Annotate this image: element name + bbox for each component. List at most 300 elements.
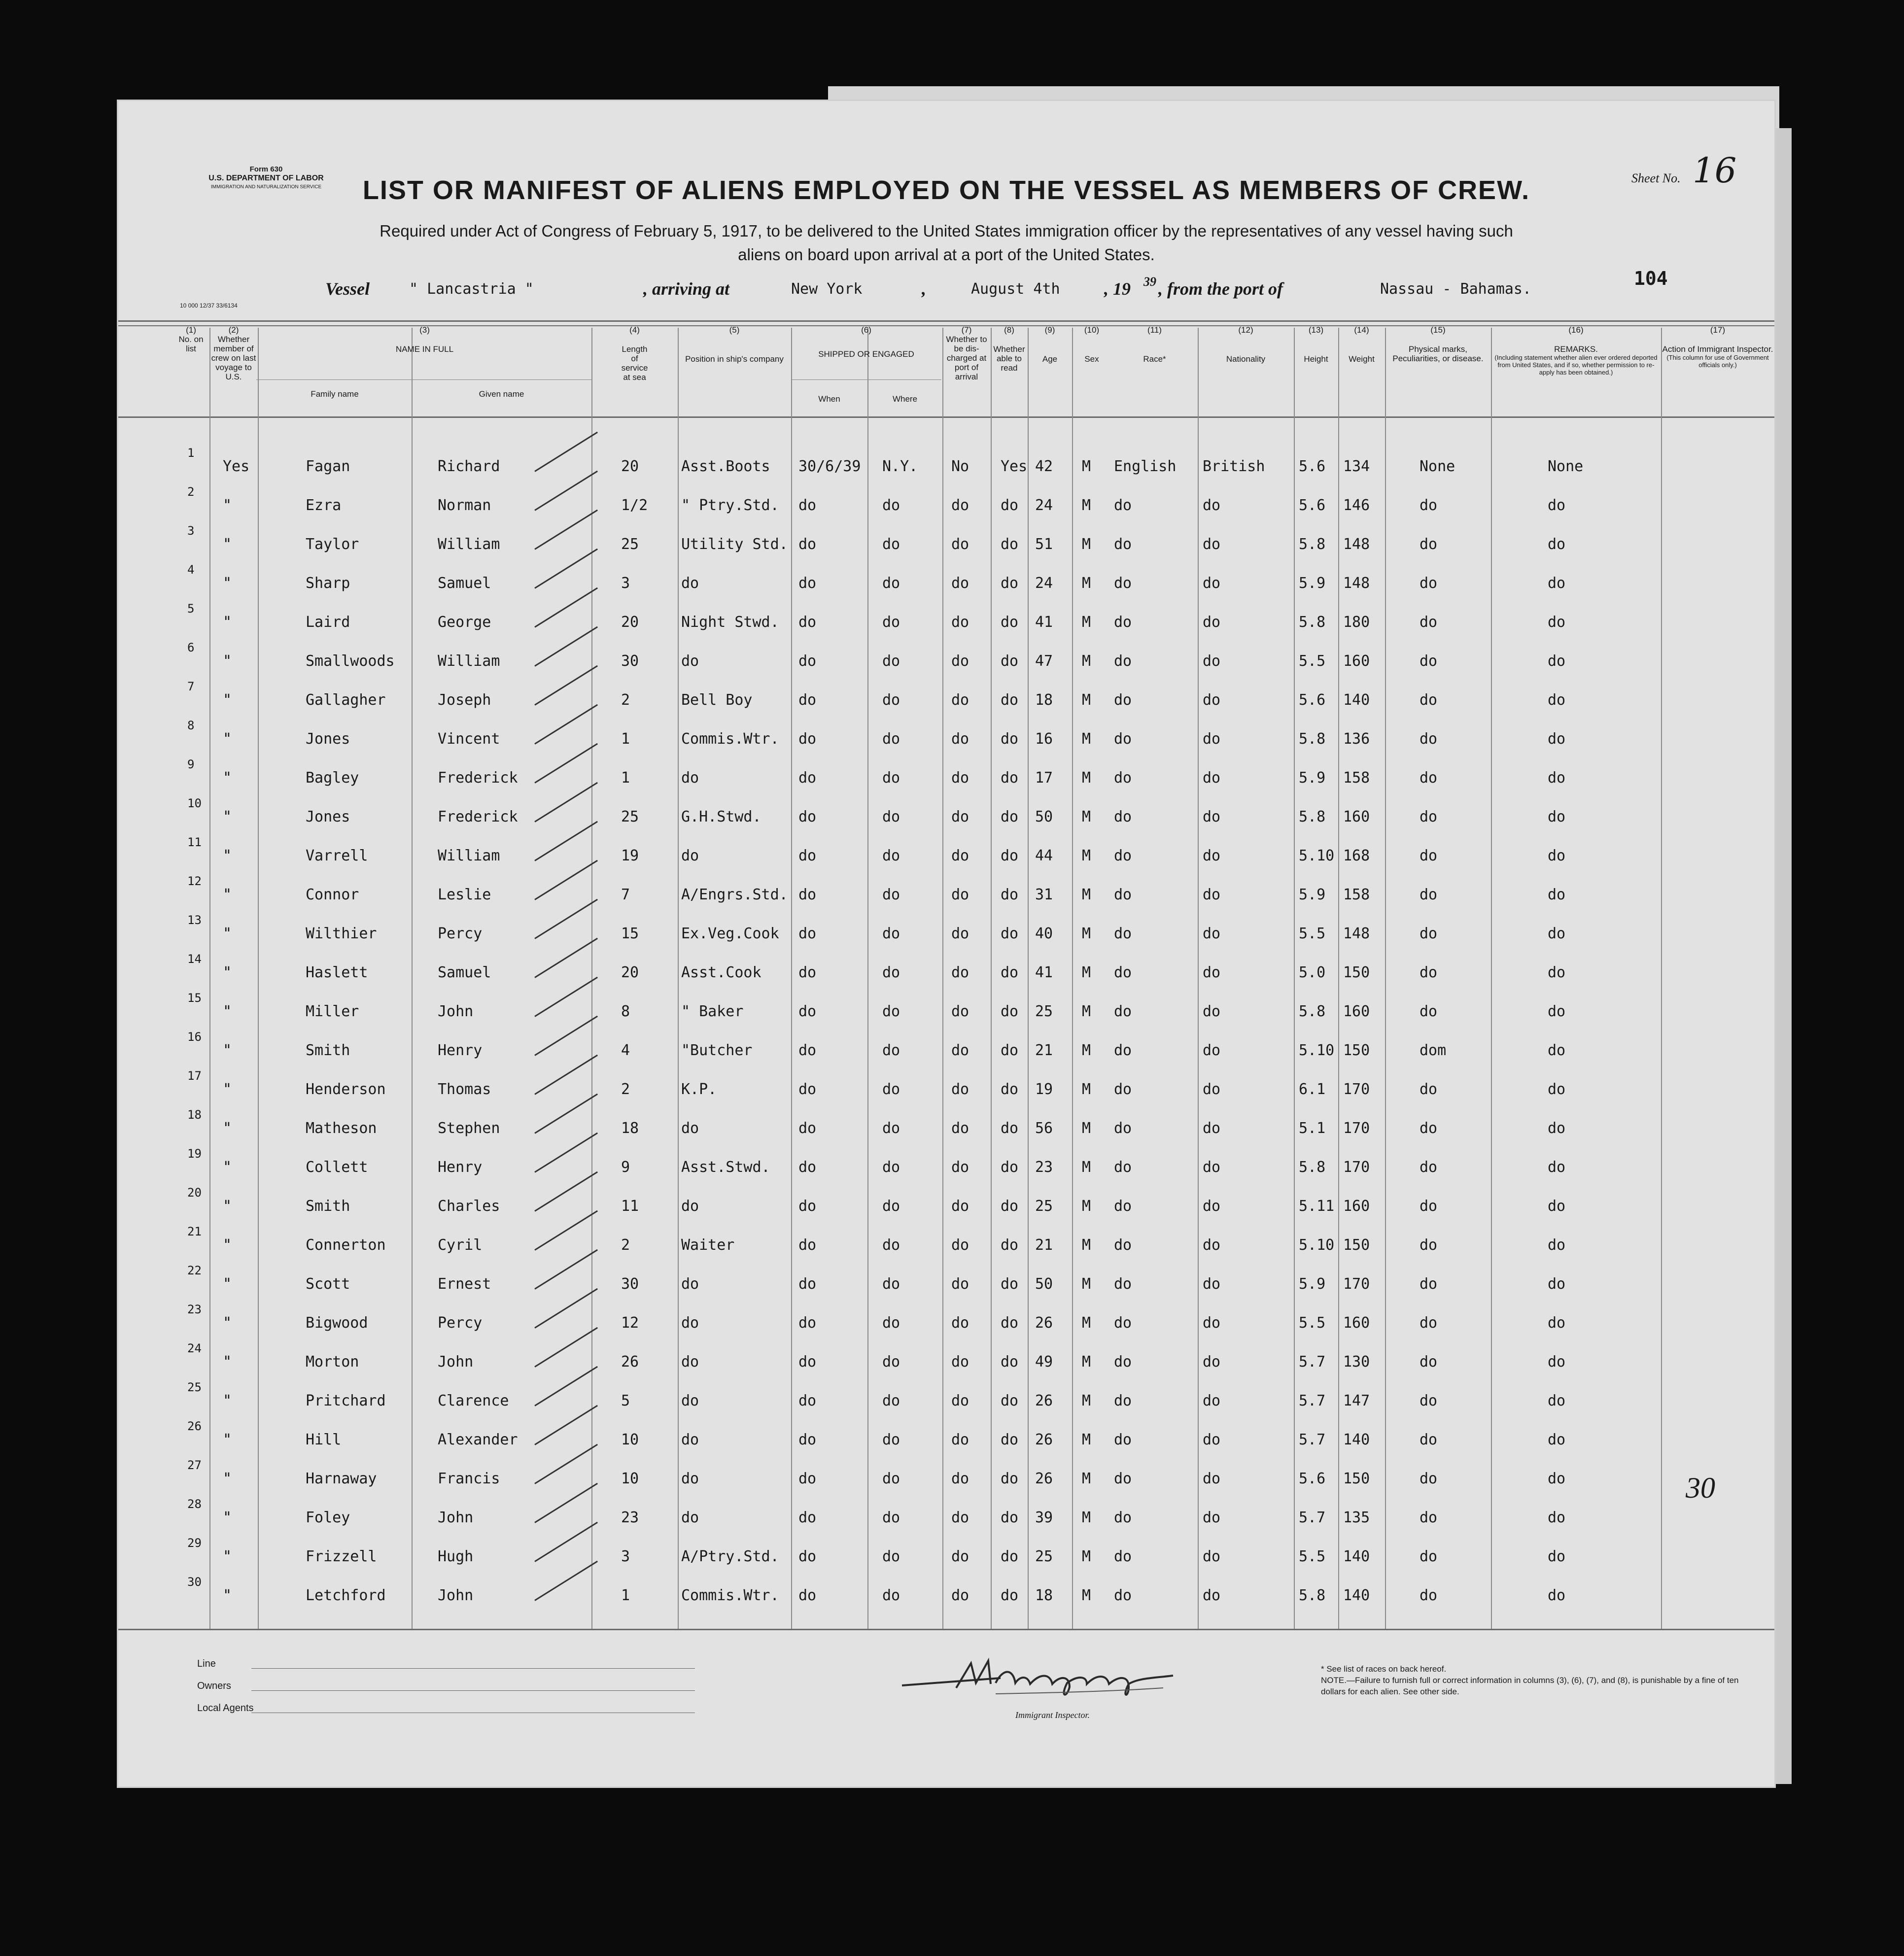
shipped-when-cell: do bbox=[798, 1392, 817, 1409]
physical-marks-cell: do bbox=[1419, 1470, 1438, 1487]
age-cell: 47 bbox=[1035, 652, 1053, 670]
weight-cell: 160 bbox=[1343, 808, 1370, 825]
able-to-read-cell: do bbox=[1001, 1120, 1019, 1137]
position-cell: do bbox=[681, 1275, 699, 1293]
remarks-cell: do bbox=[1548, 847, 1566, 864]
shipped-where-cell: do bbox=[882, 614, 900, 631]
age-cell: 19 bbox=[1035, 1081, 1053, 1098]
to-be-discharged-cell: do bbox=[951, 1431, 969, 1448]
previous-voyage-cell: " bbox=[223, 652, 232, 670]
position-cell: Commis.Wtr. bbox=[681, 1587, 779, 1604]
row-number-cell: 20 bbox=[187, 1186, 202, 1200]
sheet-number-label: Sheet No. bbox=[1631, 171, 1681, 185]
to-be-discharged-cell: do bbox=[951, 886, 969, 903]
height-cell: 5.8 bbox=[1299, 808, 1326, 825]
table-row bbox=[118, 1458, 1774, 1495]
height-cell: 5.6 bbox=[1299, 497, 1326, 514]
shipped-when-cell: do bbox=[798, 652, 817, 670]
table-bottom-rule bbox=[118, 1629, 1774, 1630]
able-to-read-cell: do bbox=[1001, 497, 1019, 514]
table-row bbox=[118, 641, 1774, 677]
row-number-cell: 30 bbox=[187, 1575, 202, 1589]
previous-voyage-cell: Yes bbox=[223, 458, 250, 475]
family-name-cell: Wilthier bbox=[306, 925, 377, 942]
shipped-where-cell: do bbox=[882, 1509, 900, 1526]
weight-cell: 150 bbox=[1343, 1470, 1370, 1487]
shipped-where-cell: do bbox=[882, 575, 900, 592]
race-cell: do bbox=[1114, 769, 1132, 787]
able-to-read-cell: do bbox=[1001, 847, 1019, 864]
length-of-service-cell: 12 bbox=[621, 1314, 639, 1332]
form-number: Form 630 bbox=[249, 165, 283, 173]
row-number-cell: 9 bbox=[187, 757, 195, 771]
shipped-when-cell: do bbox=[798, 575, 817, 592]
previous-voyage-cell: " bbox=[223, 1314, 232, 1332]
weight-cell: 136 bbox=[1343, 730, 1370, 748]
length-of-service-cell: 19 bbox=[621, 847, 639, 864]
page-title: LIST OR MANIFEST OF ALIENS EMPLOYED ON THE VESSEL AS MEMBERS OF CREW. bbox=[362, 175, 1530, 205]
row-number-cell: 2 bbox=[187, 485, 195, 499]
to-be-discharged-cell: do bbox=[951, 1470, 969, 1487]
race-cell: do bbox=[1114, 614, 1132, 631]
row-number-cell: 29 bbox=[187, 1536, 202, 1550]
subtitle-line-2: aliens on board upon arrival at a port of the United States. bbox=[738, 245, 1155, 264]
sex-cell: M bbox=[1082, 1392, 1091, 1409]
remarks-cell: do bbox=[1548, 1198, 1566, 1215]
race-cell: do bbox=[1114, 1392, 1132, 1409]
physical-marks-cell: dom bbox=[1419, 1042, 1447, 1059]
able-to-read-cell: do bbox=[1001, 1548, 1019, 1565]
shipped-when-cell: do bbox=[798, 614, 817, 631]
sex-cell: M bbox=[1082, 730, 1091, 748]
race-cell: do bbox=[1114, 1198, 1132, 1215]
nationality-cell: do bbox=[1203, 1003, 1221, 1020]
family-name-cell: Laird bbox=[306, 614, 350, 631]
to-be-discharged-cell: do bbox=[951, 1042, 969, 1059]
age-cell: 56 bbox=[1035, 1120, 1053, 1137]
to-be-discharged-cell: do bbox=[951, 575, 969, 592]
family-name-cell: Taylor bbox=[306, 536, 359, 553]
physical-marks-cell: do bbox=[1419, 1120, 1438, 1137]
row-number-cell: 27 bbox=[187, 1458, 202, 1472]
able-to-read-cell: do bbox=[1001, 886, 1019, 903]
given-name-cell: Percy bbox=[438, 925, 483, 942]
header-discharged: (7) Whether to be dis-charged at port of arrival bbox=[946, 325, 987, 381]
immigrant-inspector-label: Immigrant Inspector. bbox=[1015, 1710, 1090, 1720]
sex-cell: M bbox=[1082, 1587, 1091, 1604]
height-cell: 5.9 bbox=[1299, 1275, 1326, 1293]
nationality-cell: do bbox=[1203, 1470, 1221, 1487]
sex-cell: M bbox=[1082, 1159, 1091, 1176]
able-to-read-cell: do bbox=[1001, 652, 1019, 670]
given-name-cell: Cyril bbox=[438, 1236, 483, 1254]
shipped-where-cell: N.Y. bbox=[882, 458, 918, 475]
weight-cell: 147 bbox=[1343, 1392, 1370, 1409]
weight-cell: 158 bbox=[1343, 769, 1370, 787]
to-be-discharged-cell: do bbox=[951, 1236, 969, 1254]
shipped-where-cell: do bbox=[882, 691, 900, 709]
height-cell: 5.1 bbox=[1299, 1120, 1326, 1137]
length-of-service-cell: 30 bbox=[621, 652, 639, 670]
previous-voyage-cell: " bbox=[223, 536, 232, 553]
able-to-read-cell: do bbox=[1001, 536, 1019, 553]
able-to-read-cell: do bbox=[1001, 730, 1019, 748]
age-cell: 25 bbox=[1035, 1198, 1053, 1215]
shipped-when-cell: do bbox=[798, 847, 817, 864]
table-row bbox=[118, 524, 1774, 560]
manifest-sheet bbox=[118, 101, 1774, 1786]
length-of-service-cell: 26 bbox=[621, 1353, 639, 1371]
table-row bbox=[118, 602, 1774, 638]
race-cell: do bbox=[1114, 886, 1132, 903]
position-cell: G.H.Stwd. bbox=[681, 808, 762, 825]
physical-marks-cell: do bbox=[1419, 1159, 1438, 1176]
shipped-where-cell: do bbox=[882, 1314, 900, 1332]
previous-voyage-cell: " bbox=[223, 847, 232, 864]
weight-cell: 135 bbox=[1343, 1509, 1370, 1526]
physical-marks-cell: do bbox=[1419, 808, 1438, 825]
nationality-cell: do bbox=[1203, 925, 1221, 942]
position-cell: " Baker bbox=[681, 1003, 744, 1020]
nationality-cell: do bbox=[1203, 575, 1221, 592]
height-cell: 6.1 bbox=[1299, 1081, 1326, 1098]
vessel-line: Vessel " Lancastria " , arriving at New York , August 4th , 19 39 , from the port of Nassau - Bahamas. 104 bbox=[325, 268, 1668, 299]
sex-cell: M bbox=[1082, 925, 1091, 942]
sex-cell: M bbox=[1082, 1042, 1091, 1059]
family-name-cell: Bigwood bbox=[306, 1314, 368, 1332]
age-cell: 26 bbox=[1035, 1392, 1053, 1409]
nationality-cell: do bbox=[1203, 614, 1221, 631]
table-row bbox=[118, 1225, 1774, 1261]
position-cell: do bbox=[681, 652, 699, 670]
shipped-when-cell: do bbox=[798, 1509, 817, 1526]
footer-note bbox=[1321, 1663, 1745, 1697]
to-be-discharged-cell: do bbox=[951, 730, 969, 748]
previous-voyage-cell: " bbox=[223, 1236, 232, 1254]
physical-marks-cell: do bbox=[1419, 536, 1438, 553]
shipped-when-cell: do bbox=[798, 1120, 817, 1137]
remarks-cell: do bbox=[1548, 614, 1566, 631]
previous-voyage-cell: " bbox=[223, 1198, 232, 1215]
able-to-read-cell: do bbox=[1001, 575, 1019, 592]
shipped-where-cell: do bbox=[882, 886, 900, 903]
race-cell: do bbox=[1114, 1236, 1132, 1254]
shipped-when-cell: do bbox=[798, 1198, 817, 1215]
family-name-cell: Harnaway bbox=[306, 1470, 377, 1487]
sex-cell: M bbox=[1082, 769, 1091, 787]
table-row bbox=[118, 991, 1774, 1028]
age-cell: 16 bbox=[1035, 730, 1053, 748]
weight-cell: 160 bbox=[1343, 1003, 1370, 1020]
shipped-when-cell: do bbox=[798, 886, 817, 903]
row-number-cell: 10 bbox=[187, 796, 202, 810]
weight-cell: 150 bbox=[1343, 1042, 1370, 1059]
previous-voyage-cell: " bbox=[223, 575, 232, 592]
header-action-inspector: (17) Action of Immigrant Inspector. (This column for use of Government officials only.) bbox=[1662, 325, 1773, 369]
nationality-cell: do bbox=[1203, 497, 1221, 514]
able-to-read-cell: do bbox=[1001, 614, 1019, 631]
given-name-cell: Percy bbox=[438, 1314, 483, 1332]
sex-cell: M bbox=[1082, 847, 1091, 864]
row-number-cell: 6 bbox=[187, 641, 195, 654]
shipped-when-cell: do bbox=[798, 1236, 817, 1254]
previous-voyage-cell: " bbox=[223, 1003, 232, 1020]
position-cell: K.P. bbox=[681, 1081, 717, 1098]
shipped-where-cell: do bbox=[882, 1470, 900, 1487]
height-cell: 5.8 bbox=[1299, 536, 1326, 553]
row-number-cell: 11 bbox=[187, 835, 202, 849]
physical-marks-cell: do bbox=[1419, 769, 1438, 787]
shipped-where-cell: do bbox=[882, 1236, 900, 1254]
shipped-where-cell: do bbox=[882, 808, 900, 825]
owners-rule bbox=[251, 1690, 695, 1691]
able-to-read-cell: do bbox=[1001, 1587, 1019, 1604]
length-of-service-cell: 3 bbox=[621, 1548, 630, 1565]
table-row bbox=[118, 1536, 1774, 1573]
header-age: (9) Age bbox=[1042, 325, 1058, 364]
remarks-cell: do bbox=[1548, 808, 1566, 825]
age-cell: 24 bbox=[1035, 497, 1053, 514]
height-cell: 5.8 bbox=[1299, 614, 1326, 631]
length-of-service-cell: 10 bbox=[621, 1470, 639, 1487]
shipped-where-cell: do bbox=[882, 652, 900, 670]
race-cell: do bbox=[1114, 1431, 1132, 1448]
nationality-cell: British bbox=[1203, 458, 1265, 475]
table-row bbox=[118, 1030, 1774, 1066]
position-cell: Asst.Cook bbox=[681, 964, 762, 981]
family-name-cell: Scott bbox=[306, 1275, 350, 1293]
shipped-when-cell: do bbox=[798, 536, 817, 553]
weight-cell: 168 bbox=[1343, 847, 1370, 864]
race-cell: do bbox=[1114, 652, 1132, 670]
height-cell: 5.0 bbox=[1299, 964, 1326, 981]
length-of-service-cell: 20 bbox=[621, 458, 639, 475]
previous-voyage-cell: " bbox=[223, 614, 232, 631]
header-race: (11) Race* bbox=[1143, 325, 1166, 364]
physical-marks-cell: do bbox=[1419, 1353, 1438, 1371]
header-family-name: Family name bbox=[311, 389, 359, 399]
to-be-discharged-cell: do bbox=[951, 925, 969, 942]
table-row bbox=[118, 913, 1774, 950]
header-where: Where bbox=[892, 394, 918, 404]
sex-cell: M bbox=[1082, 497, 1091, 514]
sex-cell: M bbox=[1082, 886, 1091, 903]
table-row bbox=[118, 952, 1774, 989]
nationality-cell: do bbox=[1203, 1587, 1221, 1604]
physical-marks-cell: do bbox=[1419, 1314, 1438, 1332]
previous-voyage-cell: " bbox=[223, 1159, 232, 1176]
position-cell: Night Stwd. bbox=[681, 614, 779, 631]
position-cell: Ex.Veg.Cook bbox=[681, 925, 779, 942]
table-row bbox=[118, 1380, 1774, 1417]
family-name-cell: Miller bbox=[306, 1003, 359, 1020]
given-name-cell: Thomas bbox=[438, 1081, 491, 1098]
age-cell: 26 bbox=[1035, 1470, 1053, 1487]
previous-voyage-cell: " bbox=[223, 1431, 232, 1448]
remarks-cell: do bbox=[1548, 1159, 1566, 1176]
age-cell: 42 bbox=[1035, 458, 1053, 475]
to-be-discharged-cell: No bbox=[951, 458, 969, 475]
year-suffix: 39 bbox=[1143, 275, 1156, 289]
row-number-cell: 3 bbox=[187, 524, 195, 538]
age-cell: 41 bbox=[1035, 614, 1053, 631]
given-name-cell: Henry bbox=[438, 1042, 483, 1059]
age-cell: 24 bbox=[1035, 575, 1053, 592]
weight-cell: 134 bbox=[1343, 458, 1370, 475]
nationality-cell: do bbox=[1203, 1236, 1221, 1254]
position-cell: do bbox=[681, 575, 699, 592]
previous-voyage-cell: " bbox=[223, 925, 232, 942]
nationality-cell: do bbox=[1203, 1548, 1221, 1565]
weight-cell: 146 bbox=[1343, 497, 1370, 514]
weight-cell: 130 bbox=[1343, 1353, 1370, 1371]
shipped-when-cell: do bbox=[798, 730, 817, 748]
row-number-cell: 15 bbox=[187, 991, 202, 1005]
shipped-where-cell: do bbox=[882, 1081, 900, 1098]
nationality-cell: do bbox=[1203, 730, 1221, 748]
table-row bbox=[118, 719, 1774, 755]
age-cell: 50 bbox=[1035, 808, 1053, 825]
previous-voyage-cell: " bbox=[223, 886, 232, 903]
age-cell: 51 bbox=[1035, 536, 1053, 553]
table-row bbox=[118, 1147, 1774, 1183]
header-bottom-rule bbox=[118, 416, 1774, 418]
position-cell: Commis.Wtr. bbox=[681, 730, 779, 748]
height-cell: 5.7 bbox=[1299, 1509, 1326, 1526]
weight-cell: 148 bbox=[1343, 925, 1370, 942]
nationality-cell: do bbox=[1203, 847, 1221, 864]
physical-marks-cell: do bbox=[1419, 1587, 1438, 1604]
race-cell: do bbox=[1114, 1470, 1132, 1487]
shipped-when-cell: do bbox=[798, 1353, 817, 1371]
family-name-cell: Matheson bbox=[306, 1120, 377, 1137]
name-subheader-rule bbox=[256, 379, 591, 380]
table-row bbox=[118, 1303, 1774, 1339]
physical-marks-cell: do bbox=[1419, 925, 1438, 942]
shipped-where-cell: do bbox=[882, 925, 900, 942]
family-name-cell: Letchford bbox=[306, 1587, 386, 1604]
age-cell: 25 bbox=[1035, 1003, 1053, 1020]
race-cell: do bbox=[1114, 691, 1132, 709]
position-cell: Bell Boy bbox=[681, 691, 753, 709]
table-row bbox=[118, 796, 1774, 833]
position-cell: do bbox=[681, 847, 699, 864]
nationality-cell: do bbox=[1203, 536, 1221, 553]
position-cell: do bbox=[681, 769, 699, 787]
given-name-cell: Hugh bbox=[438, 1548, 474, 1565]
age-cell: 50 bbox=[1035, 1275, 1053, 1293]
handwritten-count: 30 bbox=[1686, 1472, 1715, 1504]
race-cell: do bbox=[1114, 536, 1132, 553]
header-given-name: Given name bbox=[479, 389, 524, 399]
race-cell: English bbox=[1114, 458, 1177, 475]
sex-cell: M bbox=[1082, 1275, 1091, 1293]
able-to-read-cell: do bbox=[1001, 1353, 1019, 1371]
row-number-cell: 1 bbox=[187, 446, 195, 460]
previous-voyage-cell: " bbox=[223, 1470, 232, 1487]
remarks-cell: do bbox=[1548, 886, 1566, 903]
previous-voyage-cell: " bbox=[223, 1392, 232, 1409]
remarks-cell: do bbox=[1548, 536, 1566, 553]
family-name-cell: Pritchard bbox=[306, 1392, 386, 1409]
header-remarks: (16) REMARKS. (Including statement whether alien ever ordered deported from United States, and if so, whether permission to re-apply has been obtained.) bbox=[1494, 325, 1658, 376]
shipped-when-cell: do bbox=[798, 808, 817, 825]
height-cell: 5.5 bbox=[1299, 652, 1326, 670]
remarks-cell: do bbox=[1548, 1042, 1566, 1059]
service-name: IMMIGRATION AND NATURALIZATION SERVICE bbox=[210, 184, 322, 190]
position-cell: Asst.Boots bbox=[681, 458, 770, 475]
length-of-service-cell: 4 bbox=[621, 1042, 630, 1059]
length-of-service-cell: 20 bbox=[621, 964, 639, 981]
local-agents-label: Local Agents bbox=[197, 1703, 254, 1714]
vessel-label: Vessel bbox=[325, 279, 370, 299]
length-of-service-cell: 1 bbox=[621, 730, 630, 748]
year-prefix: , 19 bbox=[1104, 279, 1131, 299]
to-be-discharged-cell: do bbox=[951, 964, 969, 981]
physical-marks-cell: do bbox=[1419, 1392, 1438, 1409]
to-be-discharged-cell: do bbox=[951, 1392, 969, 1409]
shipped-where-cell: do bbox=[882, 964, 900, 981]
sex-cell: M bbox=[1082, 1548, 1091, 1565]
height-cell: 5.5 bbox=[1299, 1548, 1326, 1565]
remarks-cell: do bbox=[1548, 1120, 1566, 1137]
given-name-cell: Ernest bbox=[438, 1275, 491, 1293]
arrival-date: August 4th bbox=[971, 280, 1060, 298]
table-row bbox=[118, 757, 1774, 794]
physical-marks-cell: do bbox=[1419, 1003, 1438, 1020]
given-name-cell: Leslie bbox=[438, 886, 491, 903]
sex-cell: M bbox=[1082, 536, 1091, 553]
given-name-cell: Alexander bbox=[438, 1431, 518, 1448]
sex-cell: M bbox=[1082, 1509, 1091, 1526]
able-to-read-cell: do bbox=[1001, 1003, 1019, 1020]
line-rule bbox=[251, 1668, 695, 1669]
nationality-cell: do bbox=[1203, 1120, 1221, 1137]
age-cell: 23 bbox=[1035, 1159, 1053, 1176]
weight-cell: 158 bbox=[1343, 886, 1370, 903]
shipped-when-cell: do bbox=[798, 1431, 817, 1448]
race-cell: do bbox=[1114, 847, 1132, 864]
physical-marks-cell: do bbox=[1419, 886, 1438, 903]
length-of-service-cell: 25 bbox=[621, 536, 639, 553]
position-cell: A/Ptry.Std. bbox=[681, 1548, 779, 1565]
able-to-read-cell: do bbox=[1001, 1470, 1019, 1487]
family-name-cell: Collett bbox=[306, 1159, 368, 1176]
remarks-cell: do bbox=[1548, 1314, 1566, 1332]
length-of-service-cell: 1 bbox=[621, 769, 630, 787]
sex-cell: M bbox=[1082, 1470, 1091, 1487]
height-cell: 5.9 bbox=[1299, 769, 1326, 787]
nationality-cell: do bbox=[1203, 1314, 1221, 1332]
family-name-cell: Smallwoods bbox=[306, 652, 395, 670]
able-to-read-cell: do bbox=[1001, 1159, 1019, 1176]
header-physical-marks: (15) Physical marks, Peculiarities, or disease. bbox=[1392, 325, 1484, 363]
length-of-service-cell: 2 bbox=[621, 691, 630, 709]
race-cell: do bbox=[1114, 1159, 1132, 1176]
previous-voyage-cell: " bbox=[223, 964, 232, 981]
page-subtitle bbox=[266, 219, 1627, 267]
nationality-cell: do bbox=[1203, 1159, 1221, 1176]
age-cell: 41 bbox=[1035, 964, 1053, 981]
shipped-where-cell: do bbox=[882, 497, 900, 514]
physical-marks-cell: do bbox=[1419, 847, 1438, 864]
to-be-discharged-cell: do bbox=[951, 614, 969, 631]
to-be-discharged-cell: do bbox=[951, 536, 969, 553]
length-of-service-cell: 1/2 bbox=[621, 497, 648, 514]
row-number-cell: 5 bbox=[187, 602, 195, 616]
physical-marks-cell: do bbox=[1419, 1509, 1438, 1526]
able-to-read-cell: do bbox=[1001, 1314, 1019, 1332]
